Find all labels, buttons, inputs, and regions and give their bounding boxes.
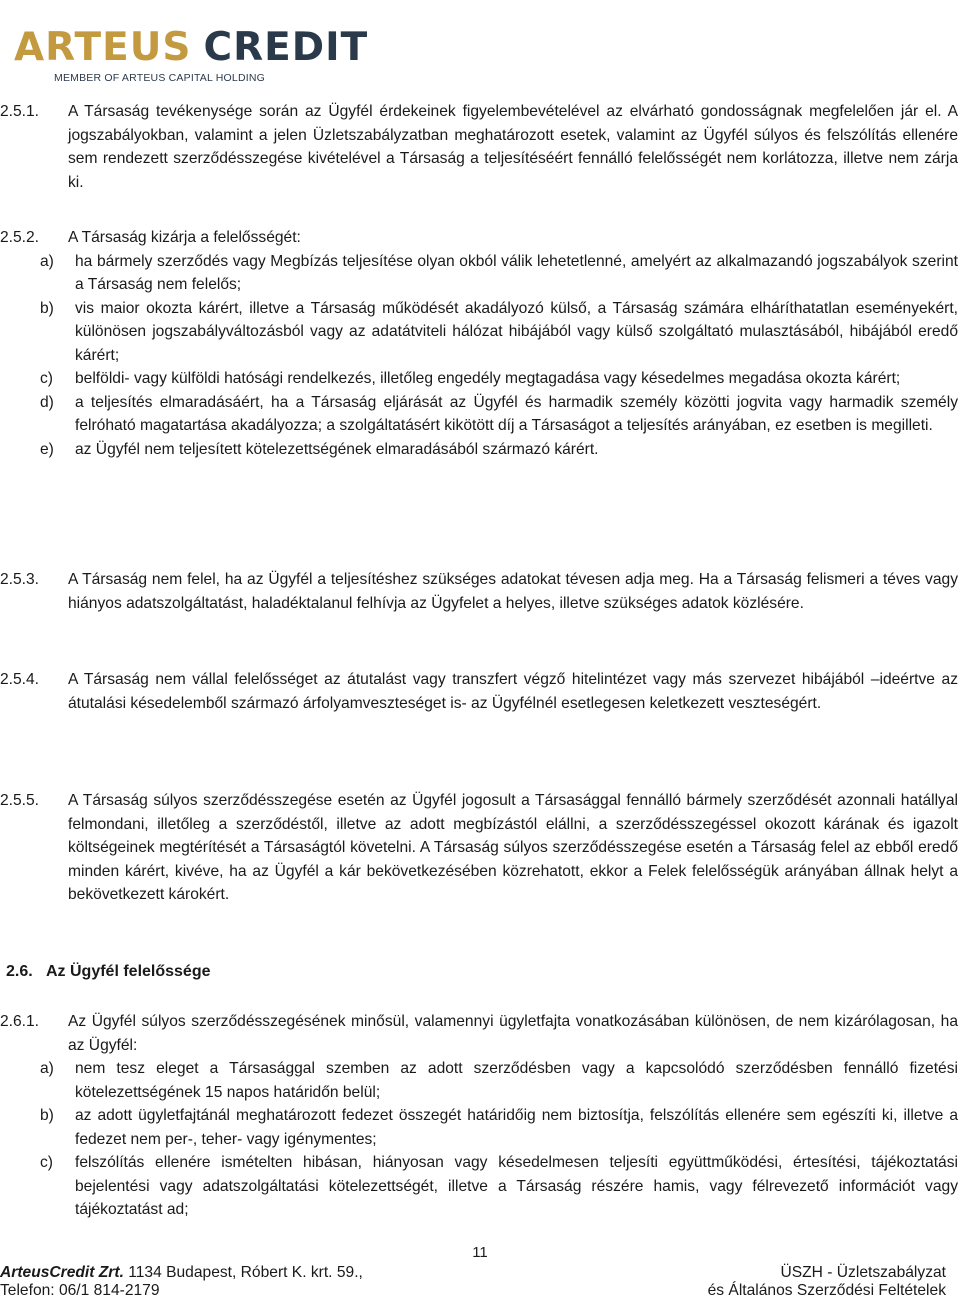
list-item-label: c)	[40, 370, 53, 387]
logo-wordmark	[14, 25, 369, 70]
list-item-text: a teljesítés elmaradásáért, ha a Társaság eljárását az Ügyfél és harmadik személy közötti jogvita vagy harmadik személy felróható magatartása akadályozza; a szolgáltatásért kikötött díj a Társaságot a teljesítés arányában, ez esetben is megilleti.	[75, 393, 958, 434]
section-number: 2.5.2.	[0, 229, 40, 246]
list-item-label: b)	[40, 1107, 54, 1124]
section-text: A Társaság nem vállal felelősséget az átutalást vagy transzfert végző hitelintézet vagy más szervezet hibájából –ideértve az átutalási késedelemből származó árfolyamveszteséget is- az Ügyfélnél esetlegesen keletkezett veszteségért.	[68, 671, 958, 712]
footer-doc-subtitle: és Általános Szerződési Feltételek	[707, 1282, 946, 1299]
heading-title: Az Ügyfél felelőssége	[46, 963, 211, 980]
section-number: 2.6.1.	[0, 1013, 40, 1030]
section-number: 2.5.5.	[0, 792, 40, 809]
footer-phone: Telefon: 06/1 814-2179	[0, 1282, 160, 1299]
list-item	[0, 1057, 960, 1104]
section-text: Az Ügyfél súlyos szerződésszegésének minősül, valamennyi ügyletfajta vonatkozásában különösen, de nem kizárólagosan, ha az Ügyfél:	[68, 1013, 958, 1054]
section-2-5-4	[0, 668, 960, 715]
company-logo	[14, 25, 369, 98]
list-item	[0, 1104, 960, 1151]
section-2-5-5	[0, 789, 960, 907]
logo-word-arteus: ARTEUS	[14, 25, 192, 70]
section-text: A Társaság nem felel, ha az Ügyfél a teljesítéshez szükséges adatokat tévesen adja meg. Ha a Társaság felismeri a téves vagy hiányos adatszolgáltatást, haladéktalanul felhívja az Ügyfelet a helyes, illetve szükséges adatok közlésére.	[68, 571, 958, 612]
list-item-label: b)	[40, 299, 54, 317]
section-text: A Társaság súlyos szerződésszegése esetén az Ügyfél jogosult a Társasággal fennálló bármely szerződését azonnali hatállyal felmondani, illetőleg a szerződéstől, illetve az adott megbízástól elállni, a szerződésszegéssel okozott kárának és igazolt költségeinek megtérítését a Társaságtól követelni. A Társaság súlyos szerződésszegése esetén a Társaság felel az ebből eredő minden kárért, kivéve, ha az Ügyfél a kár bekövetkezésében közrehatott, ekkor a Felek felelősségük arányában állnak helyt a bekövetkezett károkért.	[68, 792, 958, 903]
footer-right	[708, 1264, 946, 1300]
section-2-5-1	[0, 100, 960, 194]
list-item-text: belföldi- vagy külföldi hatósági rendelkezés, illetőleg engedély megtagadása vagy késedelmes megadása okozta kárért;	[75, 370, 901, 387]
list-item	[0, 250, 960, 297]
list-item-text: ha bármely szerződés vagy Megbízás teljesítése olyan okból válik lehetetlenné, amelyért az alkalmazandó jogszabályok szerint a Társaság nem felelős;	[75, 252, 958, 293]
list-item	[0, 391, 960, 438]
list-item-label: e)	[40, 440, 54, 458]
page-number: 11	[472, 1244, 488, 1261]
list-item-label: d)	[40, 393, 54, 411]
list-item-label: c)	[40, 1154, 53, 1171]
heading-number: 2.6.	[6, 963, 33, 980]
section-number: 2.5.4.	[0, 671, 40, 688]
section-text: A Társaság kizárja a felelősségét:	[68, 229, 301, 246]
logo-tagline: MEMBER OF ARTEUS CAPITAL HOLDING	[54, 72, 265, 84]
list-item-label: a)	[40, 1060, 54, 1077]
list-item-text: nem tesz eleget a Társasággal szemben az adott szerződésben vagy a kapcsolódó szerződésben fennálló fizetési kötelezettségének 15 napos határidőn belül;	[75, 1060, 958, 1101]
logo-word-credit: CREDIT	[203, 25, 369, 70]
section-2-5-2	[0, 226, 960, 461]
footer-address: 1134 Budapest, Róbert K. krt. 59.,	[123, 1264, 363, 1281]
section-number: 2.5.1.	[0, 103, 40, 120]
list-item	[0, 1151, 960, 1222]
footer-doc-title: ÜSZH - Üzletszabályzat	[780, 1264, 946, 1281]
section-text: A Társaság tevékenysége során az Ügyfél érdekeinek figyelembevételével az elvárható gondosságnak megfelelően jár el. A jogszabályokban, valamint a jelen Üzletszabályzatban meghatározott esetek, valamint az Ügyfél súlyos és felszólítás ellenére sem rendezett szerződésszegése kivételével a Társaság a teljesítéséért fennálló felelősségét nem korlátozza, illetve nem zárja ki.	[68, 103, 958, 191]
list-item-text: az Ügyfél nem teljesített kötelezettségének elmaradásából származó kárért.	[75, 440, 599, 458]
footer-left	[0, 1264, 363, 1300]
list-item	[0, 297, 960, 368]
list-item-text: vis maior okozta kárért, illetve a Társaság működését akadályozó külső, a Társaság számára elháríthatatlan eseményekért, különösen jogszabályváltozásból vagy az adatátviteli hálózat hibájából vagy külső szolgáltató mulasztásából, hibájából eredő kárért;	[75, 299, 958, 364]
footer-company: ArteusCredit Zrt.	[0, 1264, 124, 1281]
list-item-text: felszólítás ellenére ismételten hibásan, hiányosan vagy késedelmesen teljesíti együttműködési, értesítési, tájékoztatási bejelentési vagy adatszolgáltatási kötelezettségét, illetve a Társaság részére hamis, vagy félrevezető információt vagy tájékoztatást ad;	[75, 1154, 958, 1218]
list-item	[0, 367, 960, 391]
list-item-text: az adott ügyletfajtánál meghatározott fedezet összegét határidőig nem biztosítja, felszólítás ellenére sem egészíti ki, illetve a fedezet nem per-, teher- vagy igénymentes;	[75, 1107, 958, 1148]
section-2-5-3	[0, 568, 960, 615]
section-2-6-1	[0, 1010, 960, 1222]
list-item-label: a)	[40, 252, 54, 270]
section-number: 2.5.3.	[0, 571, 40, 588]
section-2-6-heading	[0, 960, 960, 984]
list-item	[0, 438, 960, 462]
